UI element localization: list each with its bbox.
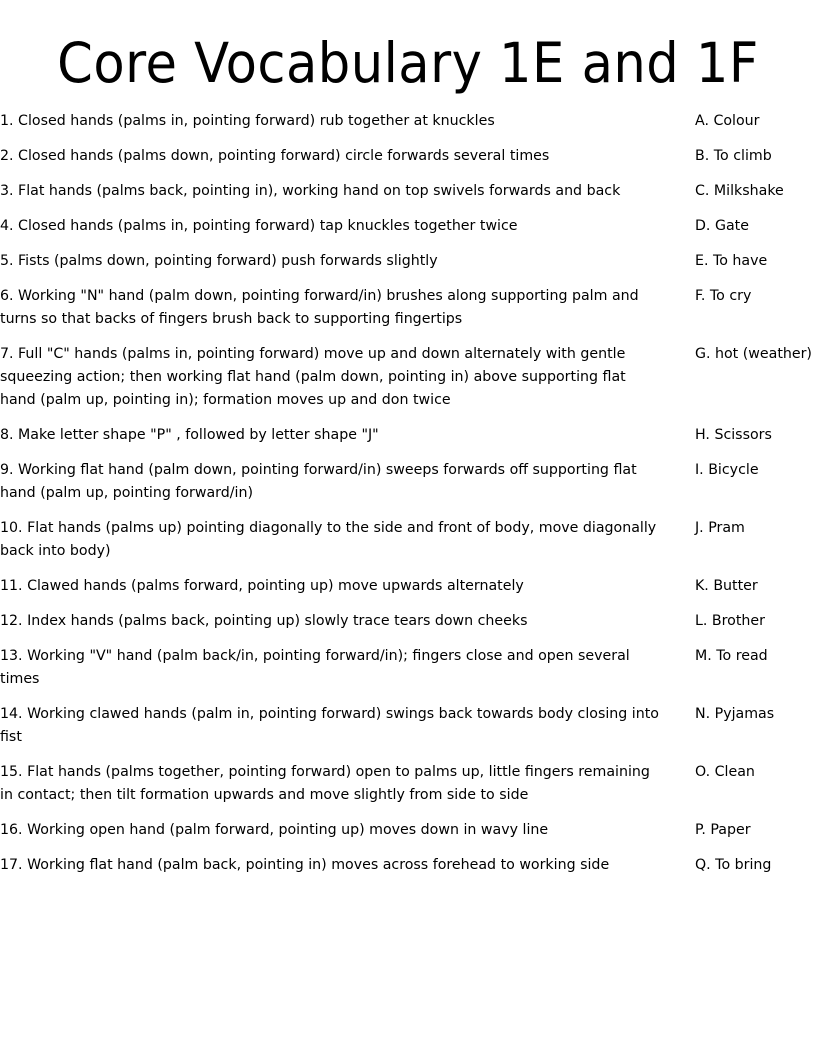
answer-option: H. Scissors	[695, 427, 772, 443]
sign-description: 3. Flat hands (palms back, pointing in), working hand on top swivels forwards and back	[0, 183, 621, 199]
list-item	[0, 517, 816, 563]
list-item	[0, 285, 816, 331]
sign-description: 2. Closed hands (palms down, pointing forward) circle forwards several times	[0, 148, 550, 164]
list-item	[0, 610, 816, 633]
list-item	[0, 761, 816, 807]
answer-option: E. To have	[695, 253, 768, 269]
list-item	[0, 819, 816, 842]
sign-description: 16. Working open hand (palm forward, pointing up) moves down in wavy line	[0, 822, 549, 838]
sign-description: 14. Working clawed hands (palm in, pointing forward) swings back towards body closing into fist	[0, 706, 659, 745]
answer-option: I. Bicycle	[695, 462, 759, 478]
sign-description: 6. Working "N" hand (palm down, pointing forward/in) brushes along supporting palm and turns so that backs of fingers brush back to supporting fingertips	[0, 288, 639, 327]
sign-description: 17. Working flat hand (palm back, pointing in) moves across forehead to working side	[0, 857, 610, 873]
answer-option: M. To read	[695, 648, 768, 664]
list-item	[0, 250, 816, 273]
answer-option: P. Paper	[695, 822, 751, 838]
answer-option: J. Pram	[695, 520, 745, 536]
answer-option: F. To cry	[695, 288, 752, 304]
list-item	[0, 575, 816, 598]
sign-description: 1. Closed hands (palms in, pointing forward) rub together at knuckles	[0, 113, 495, 129]
sign-description: 5. Fists (palms down, pointing forward) push forwards slightly	[0, 253, 438, 269]
list-item	[0, 110, 816, 133]
answer-option: K. Butter	[695, 578, 758, 594]
list-item	[0, 343, 816, 412]
answer-option: B. To climb	[695, 148, 772, 164]
answer-option: G. hot (weather)	[695, 346, 812, 362]
vocabulary-list	[0, 110, 816, 889]
answer-option: D. Gate	[695, 218, 749, 234]
sign-description: 8. Make letter shape "P" , followed by letter shape "J"	[0, 427, 379, 443]
sign-description: 4. Closed hands (palms in, pointing forward) tap knuckles together twice	[0, 218, 518, 234]
sign-description: 7. Full "C" hands (palms in, pointing forward) move up and down alternately with gentle squeezing action; then working flat hand (palm down, pointing in) above supporting flat hand (palm up, pointing in); formation moves up and don twice	[0, 346, 626, 408]
list-item	[0, 854, 816, 877]
sign-description: 9. Working flat hand (palm down, pointing forward/in) sweeps forwards off supporting flat hand (palm up, pointing forward/in)	[0, 462, 637, 501]
sign-description: 15. Flat hands (palms together, pointing forward) open to palms up, little fingers remaining in contact; then tilt formation upwards and move slightly from side to side	[0, 764, 650, 803]
sign-description: 13. Working "V" hand (palm back/in, pointing forward/in); fingers close and open several times	[0, 648, 630, 687]
list-item	[0, 215, 816, 238]
answer-option: N. Pyjamas	[695, 706, 775, 722]
answer-option: L. Brother	[695, 613, 765, 629]
answer-option: O. Clean	[695, 764, 755, 780]
list-item	[0, 645, 816, 691]
list-item	[0, 424, 816, 447]
list-item	[0, 459, 816, 505]
list-item	[0, 180, 816, 203]
answer-option: C. Milkshake	[695, 183, 784, 199]
answer-option: Q. To bring	[695, 857, 772, 873]
answer-option: A. Colour	[695, 113, 760, 129]
page-title: Core Vocabulary 1E and 1F	[57, 31, 759, 95]
sign-description: 10. Flat hands (palms up) pointing diagonally to the side and front of body, move diagonally back into body)	[0, 520, 657, 559]
list-item	[0, 703, 816, 749]
list-item	[0, 145, 816, 168]
sign-description: 12. Index hands (palms back, pointing up) slowly trace tears down cheeks	[0, 613, 528, 629]
sign-description: 11. Clawed hands (palms forward, pointing up) move upwards alternately	[0, 578, 524, 594]
